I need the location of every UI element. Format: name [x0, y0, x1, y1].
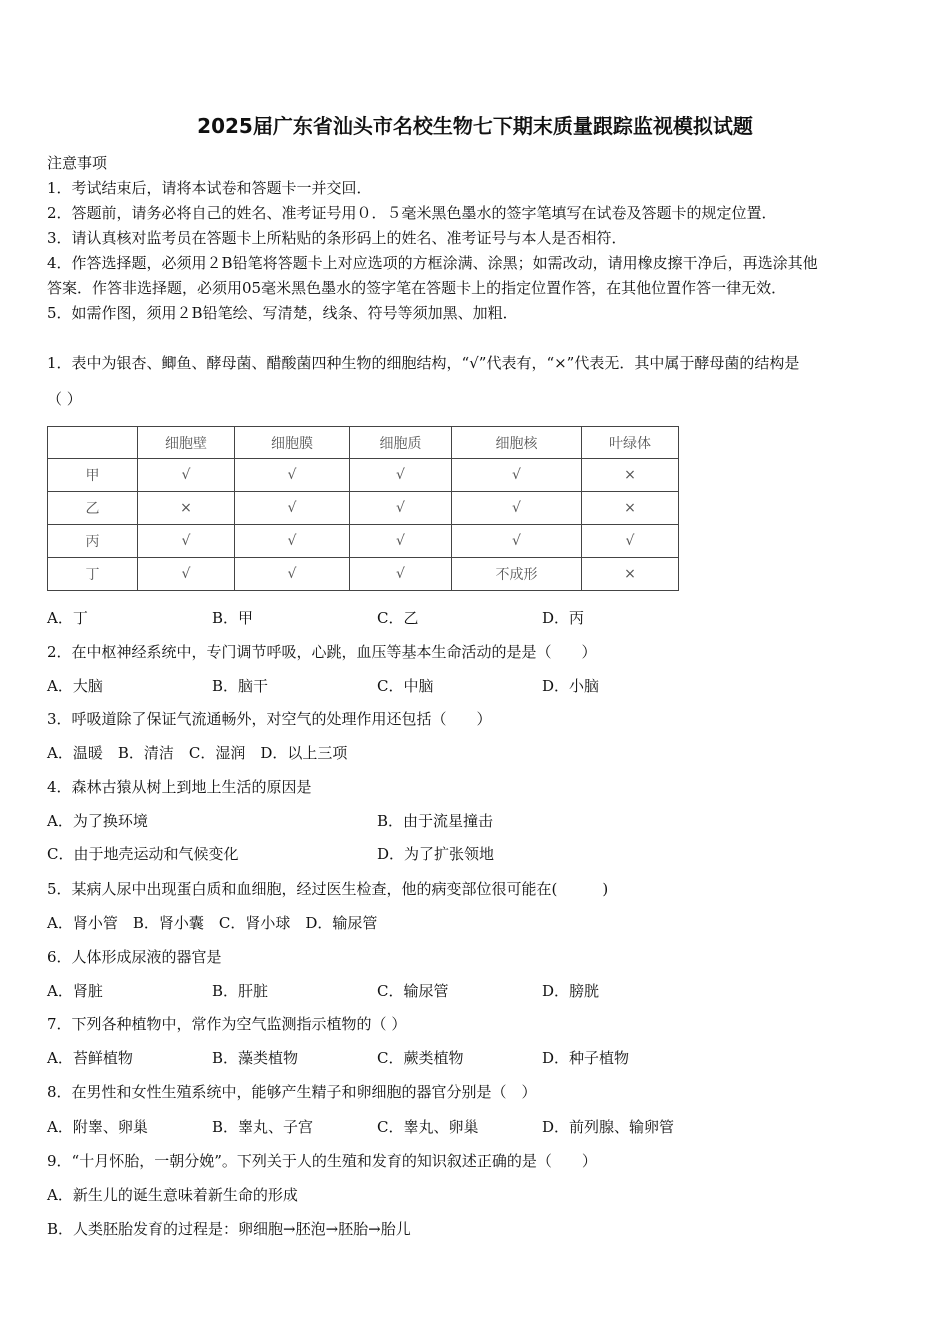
option-c: C．蕨类植物	[377, 1049, 464, 1067]
question-1-stem-bracket: （ ）	[47, 390, 82, 408]
table-header-row	[48, 427, 679, 459]
table-cell: √	[138, 459, 235, 492]
table-cell: ×	[138, 492, 235, 525]
option-a: A．新生儿的诞生意味着新生命的形成	[47, 1186, 298, 1204]
table-row	[48, 558, 679, 591]
table-cell: √	[582, 525, 679, 558]
option-c: C．中脑	[377, 677, 434, 695]
option-d: D．种子植物	[542, 1049, 630, 1067]
option-a: A．大脑	[47, 677, 103, 695]
notice-item: 1．考试结束后，请将本试卷和答题卡一并交回．	[47, 179, 372, 197]
table-header-cell: 叶绿体	[582, 427, 679, 459]
table-header-cell: 细胞核	[452, 427, 582, 459]
option-d: D．膀胱	[542, 982, 600, 1000]
page-title: 2025届广东省汕头市名校生物七下期末质量跟踪监视模拟试题	[197, 114, 753, 138]
table-cell: 甲	[48, 459, 138, 492]
question-7-stem: 7．下列各种植物中，常作为空气监测指示植物的（ ）	[47, 1015, 407, 1033]
table-cell: √	[350, 459, 452, 492]
option-b: B．脑干	[212, 677, 269, 695]
notice-item: 4．作答选择题，必须用２B铅笔将答题卡上对应选项的方框涂满、涂黑；如需改动，请用橡皮擦干净后，再选涂其他	[47, 254, 818, 272]
table-cell: ×	[582, 459, 679, 492]
notice-item: 3．请认真核对监考员在答题卡上所粘贴的条形码上的姓名、准考证号与本人是否相符．	[47, 229, 627, 247]
table-cell: ×	[582, 558, 679, 591]
table-header-cell: 细胞壁	[138, 427, 235, 459]
table-row	[48, 525, 679, 558]
notice-item: 答案．作答非选择题，必须用05毫米黑色墨水的签字笔在答题卡上的指定位置作答，在其他位置作答一律无效．	[47, 279, 787, 297]
question-1-stem: 1．表中为银杏、鲫鱼、酵母菌、醋酸菌四种生物的细胞结构，“√”代表有，“×”代表无．其中属于酵母菌的结构是	[47, 354, 800, 372]
option-c: C．乙	[377, 609, 419, 627]
table-cell: √	[235, 525, 350, 558]
question-4-stem: 4．森林古猿从树上到地上生活的原因是	[47, 778, 312, 796]
question-3-stem: 3．呼吸道除了保证气流通畅外，对空气的处理作用还包括（ ）	[47, 710, 492, 728]
question-8-stem: 8．在男性和女性生殖系统中，能够产生精子和卵细胞的器官分别是（ ）	[47, 1083, 537, 1101]
table-cell: √	[452, 525, 582, 558]
option-c: C．由于地壳运动和气候变化	[47, 845, 239, 863]
option-d: D．丙	[542, 609, 585, 627]
question-5-options: A．肾小管 B．肾小囊 C．肾小球 D．输尿管	[47, 914, 378, 932]
option-a: A．苔鲜植物	[47, 1049, 133, 1067]
table-cell: √	[235, 492, 350, 525]
notice-item: 2．答题前，请务必将自己的姓名、准考证号用０．５毫米黑色墨水的签字笔填写在试卷及答题卡的规定位置．	[47, 204, 777, 222]
table-cell: ×	[582, 492, 679, 525]
option-b: B．藻类植物	[212, 1049, 299, 1067]
option-d: D．前列腺、输卵管	[542, 1118, 675, 1136]
option-d: D．为了扩张领地	[377, 845, 495, 863]
option-a: A．附睾、卵巢	[47, 1118, 148, 1136]
notice-item: 5．如需作图，须用２B铅笔绘、写清楚，线条、符号等须加黑、加粗．	[47, 304, 518, 322]
option-b: B．人类胚胎发育的过程是：卵细胞→胚泡→胚胎→胎儿	[47, 1220, 411, 1238]
option-a: A．为了换环境	[47, 812, 148, 830]
table-header-cell	[48, 427, 138, 459]
table-cell: 丙	[48, 525, 138, 558]
option-d: D．小脑	[542, 677, 600, 695]
table-cell: √	[138, 558, 235, 591]
table-cell: √	[350, 558, 452, 591]
option-a: A．丁	[47, 609, 88, 627]
cell-structure-table	[47, 426, 679, 591]
table-cell: √	[235, 558, 350, 591]
table-cell: √	[350, 492, 452, 525]
table-cell: 丁	[48, 558, 138, 591]
option-a: A．肾脏	[47, 982, 103, 1000]
question-3-options: A．温暖 B．清洁 C．湿润 D．以上三项	[47, 744, 348, 762]
question-9-stem: 9．“十月怀胎，一朝分娩”。下列关于人的生殖和发育的知识叙述正确的是（ ）	[47, 1152, 597, 1170]
table-header-cell: 细胞膜	[235, 427, 350, 459]
table-header-cell: 细胞质	[350, 427, 452, 459]
option-b: B．由于流星撞击	[377, 812, 494, 830]
table-cell: √	[452, 459, 582, 492]
question-5-stem: 5．某病人尿中出现蛋白质和血细胞，经过医生检查，他的病变部位很可能在( )	[47, 880, 609, 898]
table-cell: √	[350, 525, 452, 558]
notice-heading: 注意事项	[47, 154, 108, 172]
table-cell: √	[235, 459, 350, 492]
option-c: C．睾丸、卵巢	[377, 1118, 479, 1136]
option-b: B．肝脏	[212, 982, 269, 1000]
option-b: B．睾丸、子宫	[212, 1118, 314, 1136]
option-c: C．输尿管	[377, 982, 449, 1000]
question-2-stem: 2．在中枢神经系统中，专门调节呼吸，心跳，血压等基本生命活动的是是（ ）	[47, 643, 597, 661]
option-b: B．甲	[212, 609, 254, 627]
table-cell: 不成形	[452, 558, 582, 591]
table-cell: √	[452, 492, 582, 525]
table-cell: √	[138, 525, 235, 558]
question-6-stem: 6．人体形成尿液的器官是	[47, 948, 222, 966]
table-row	[48, 492, 679, 525]
table-row	[48, 459, 679, 492]
table-cell: 乙	[48, 492, 138, 525]
